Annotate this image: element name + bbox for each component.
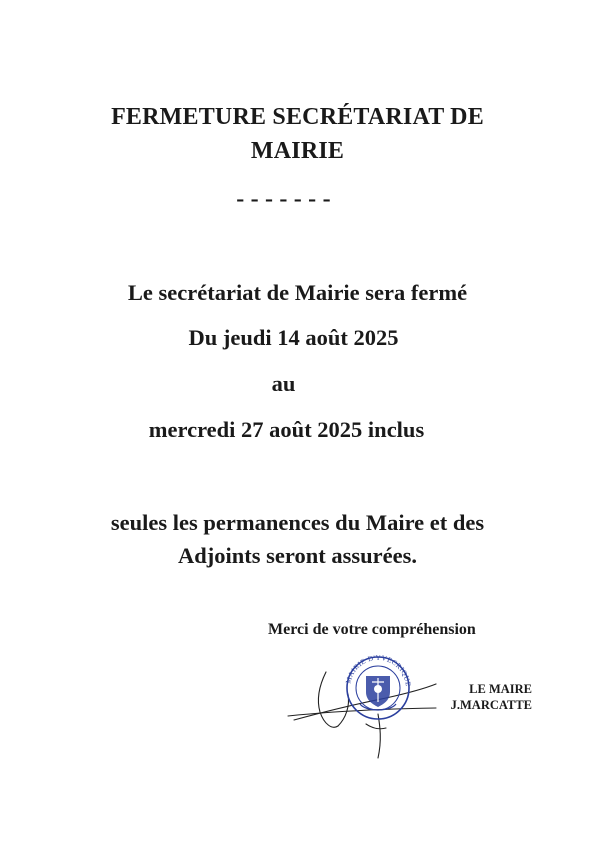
signatory-title: LE MAIRE — [469, 682, 532, 696]
signatory-name: J.MARCATTE — [450, 698, 532, 712]
closure-start-date: Du jeudi 14 août 2025 — [188, 325, 399, 350]
svg-text:MAIRIE D'YVECRIQUE: MAIRIE D'YVECRIQUE — [344, 653, 413, 688]
notice-title-line-1: FERMETURE SECRÉTARIAT DE — [111, 104, 484, 130]
closure-statement: Le secrétariat de Mairie sera fermé — [127, 280, 468, 305]
closure-to-word: au — [271, 371, 296, 396]
services-note-line-1: seules les permanences du Maire et des — [110, 510, 485, 535]
services-note-line-2: Adjoints seront assurées. — [178, 543, 417, 568]
notice-title-line-2: MAIRIE — [250, 138, 345, 164]
thanks-note: Merci de votre compréhension — [268, 621, 476, 638]
title-separator: - - - - - - - — [236, 186, 331, 212]
closure-end-date: mercredi 27 août 2025 inclus — [148, 417, 425, 442]
